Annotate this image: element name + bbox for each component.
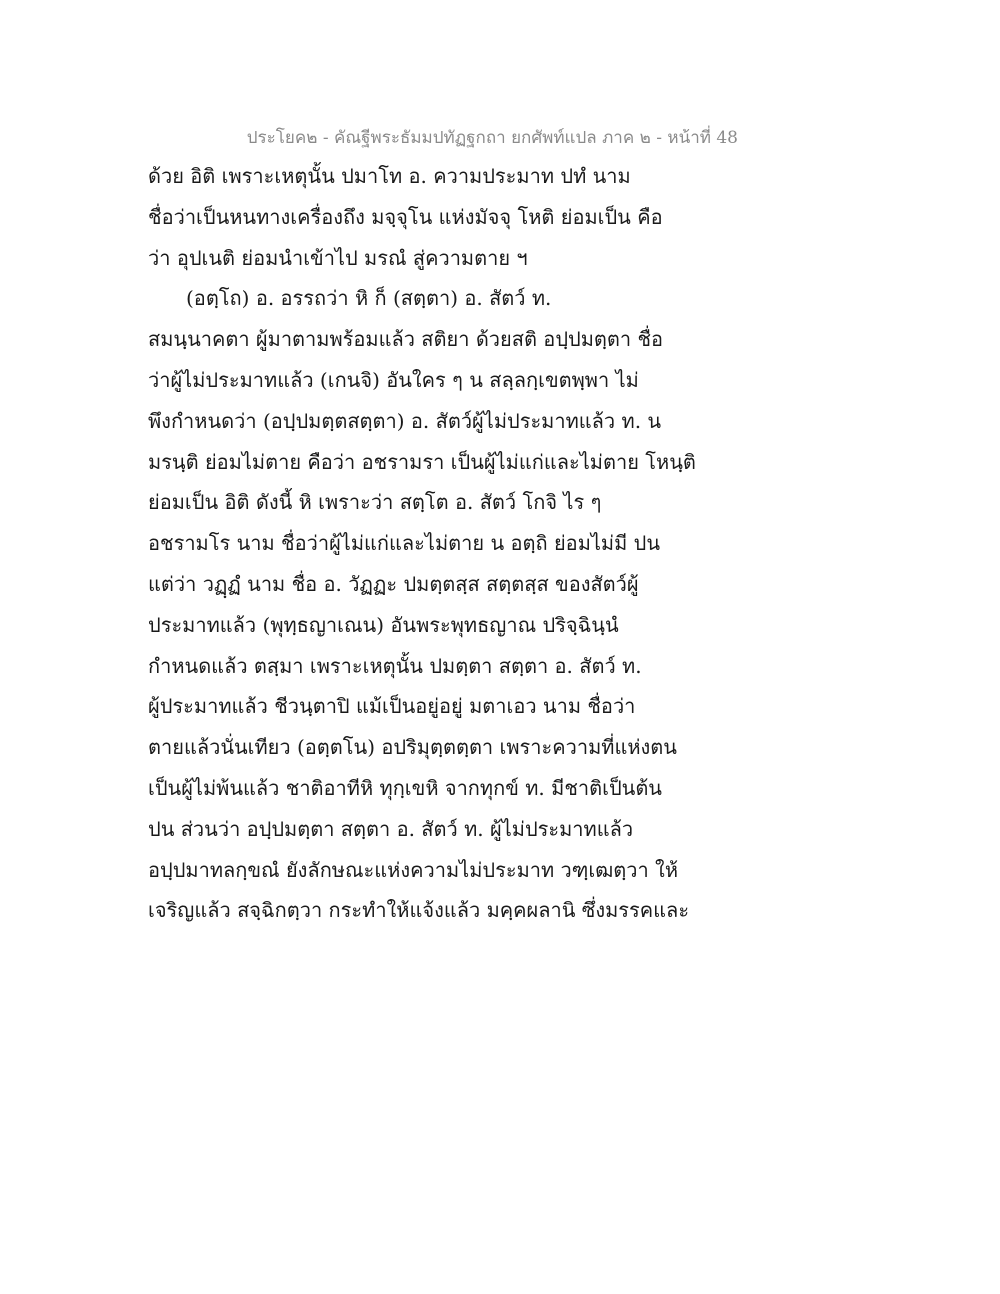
text-line: แต่ว่า วฏฺฏํ นาม ชื่อ อ. วัฏฏะ ปมตฺตสฺส สตฺตสฺส ของสัตว์ผู้ [148, 571, 639, 596]
paragraph-start-line: (อตฺโถ) อ. อรรถว่า หิ ก็ (สตฺตา) อ. สัตว์ ท. [186, 286, 552, 311]
text-line: มรนฺติ ย่อมไม่ตาย คือว่า อชรามรา เป็นผู้ไม่แก่และไม่ตาย โหนฺติ [148, 449, 696, 474]
text-line: ว่า อุปเนติ ย่อมนำเข้าไป มรณํ สู่ความตาย ฯ [148, 245, 528, 270]
text-line: พึงกำหนดว่า (อปฺปมตฺตสตฺตา) อ. สัตว์ผู้ไม่ประมาทแล้ว ท. น [148, 408, 662, 433]
text-line: เป็นผู้ไม่พ้นแล้ว ชาติอาทีหิ ทุกฺเขหิ จากทุกข์ ท. มีชาติเป็นต้น [148, 775, 662, 800]
text-line: ชื่อว่าเป็นหนทางเครื่องถึง มจฺจุโน แห่งมัจจุ โหติ ย่อมเป็น คือ [148, 204, 663, 229]
text-line: ปน ส่วนว่า อปฺปมตฺตา สตฺตา อ. สัตว์ ท. ผู้ไม่ประมาทแล้ว [148, 816, 634, 841]
text-line: ว่าผู้ไม่ประมาทแล้ว (เกนจิ) อันใคร ๆ น สลฺลกฺเขตพฺพา ไม่ [148, 367, 639, 392]
text-line: สมนฺนาคตา ผู้มาตามพร้อมแล้ว สติยา ด้วยสติ อปฺปมตฺตา ชื่อ [148, 327, 664, 352]
text-line: ประมาทแล้ว (พุทฺธญาเณน) อันพระพุทธญาณ ปริจฺฉินฺนํ [148, 612, 619, 637]
text-line: ตายแล้วนั่นเทียว (อตฺตโน) อปริมุตฺตตฺตา เพราะความที่แห่งตน [148, 735, 677, 760]
body-text [148, 156, 708, 931]
text-line: ด้วย อิติ เพราะเหตุนั้น ปมาโท อ. ความประมาท ปทํ นาม [148, 164, 631, 188]
text-line: อชรามโร นาม ชื่อว่าผู้ไม่แก่และไม่ตาย น อตฺถิ ย่อมไม่มี ปน [148, 531, 661, 556]
text-line: ย่อมเป็น อิติ ดังนี้ หิ เพราะว่า สตฺโต อ. สัตว์ โกจิ ไร ๆ [148, 490, 602, 515]
text-line: กำหนดแล้ว ตสฺมา เพราะเหตุนั้น ปมตฺตา สตฺตา อ. สัตว์ ท. [148, 653, 642, 678]
text-line: ผู้ประมาทแล้ว ชีวนฺตาปิ แม้เป็นอยู่อยู่ มตาเอว นาม ชื่อว่า [148, 694, 636, 719]
running-header: ประโยค๒ - คัณฐีพระธัมมปทัฏฐกถา ยกศัพท์แปล ภาค ๒ - หน้าที่ 48 [246, 128, 738, 148]
text-line: เจริญแล้ว สจฺฉิกตฺวา กระทำให้แจ้งแล้ว มคฺคผลานิ ซึ่งมรรคและ [148, 898, 690, 923]
text-line: อปฺปมาทลกฺขณํ ยังลักษณะแห่งความไม่ประมาท วฑฺเฒตฺวา ให้ [148, 857, 679, 882]
